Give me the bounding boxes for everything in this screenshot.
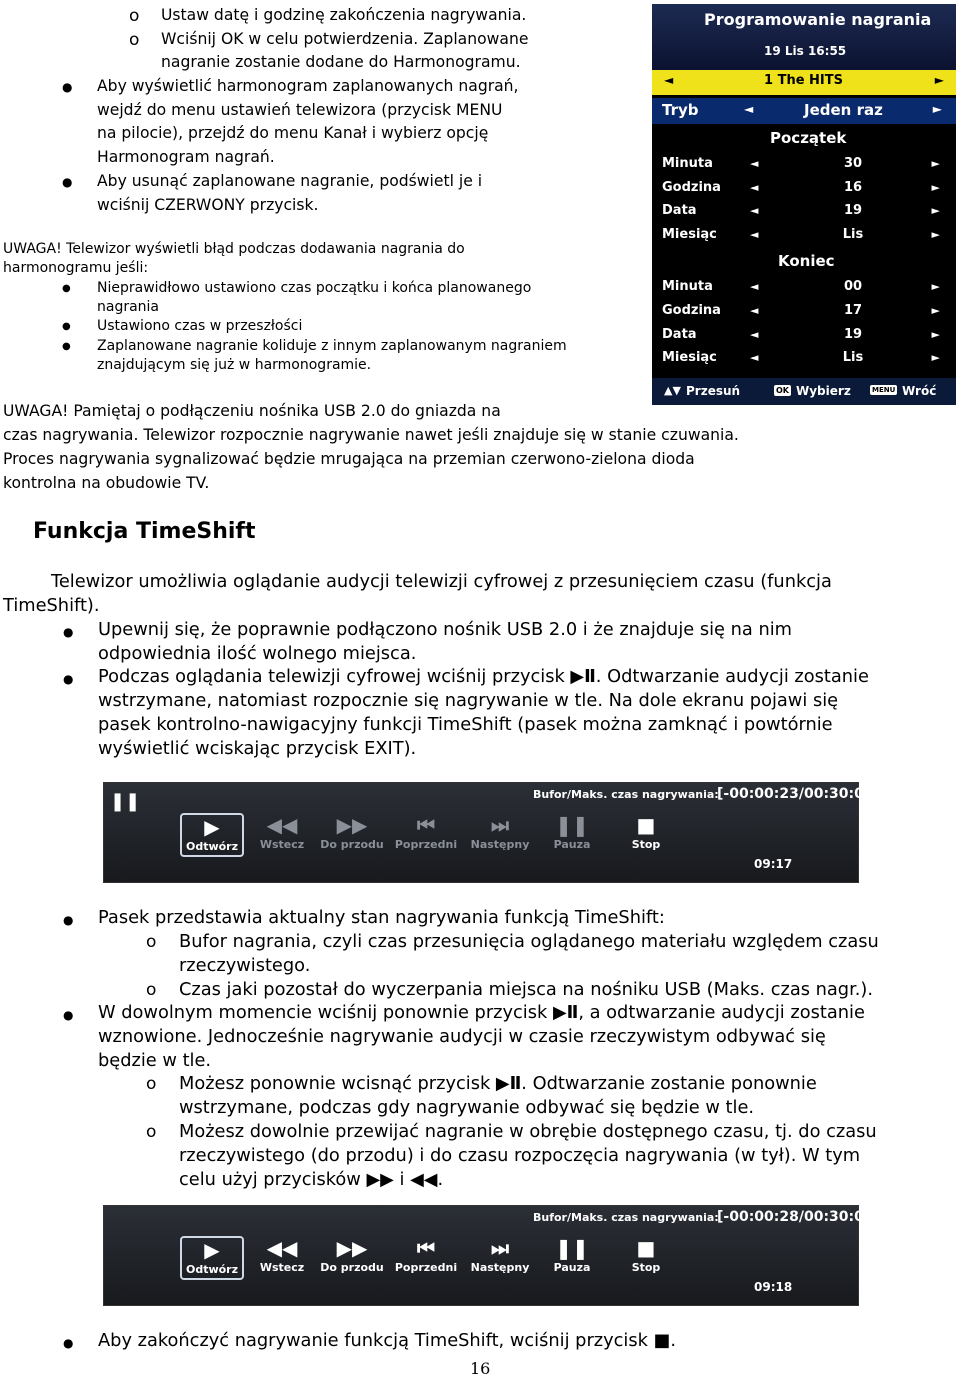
play-pause-icon: ▶Ⅱ xyxy=(495,1073,522,1094)
tryb-value[interactable]: Jeden raz xyxy=(804,101,883,119)
forward-icon: ▶▶ xyxy=(336,1236,368,1260)
bullet-line: W dowolnym momencie wciśnij ponownie przycisk ▶Ⅱ, a odtwarzanie audycji zostanie xyxy=(98,1002,865,1023)
play-pause-icon: ▶Ⅱ xyxy=(552,1002,579,1023)
bullet-dot: ● xyxy=(62,80,73,94)
pause-icon: ❚❚ xyxy=(555,1236,589,1260)
sub-line: celu użyj przycisków ▶▶ i ◀◀. xyxy=(179,1169,444,1190)
stop-button[interactable]: ■ Stop xyxy=(614,813,678,857)
ok-key-icon: OK xyxy=(776,386,789,395)
end-row-hour[interactable]: Godzina ◄ 17 ► xyxy=(662,303,940,318)
tryb-label: Tryb xyxy=(662,101,699,119)
sub-text: Możesz dowolnie przewijać nagranie w obrębie dostępnego czasu, tj. do czasu xyxy=(179,1121,877,1142)
bullet-text: Harmonogram nagrań. xyxy=(97,148,275,166)
sub-marker: o xyxy=(146,1122,157,1142)
sub-line: Możesz ponownie wcisnąć przycisk ▶Ⅱ. Odtwarzanie zostanie ponownie xyxy=(179,1073,817,1094)
forward-icon: ▶▶ xyxy=(336,813,368,837)
stop-icon: ■ xyxy=(653,1330,671,1351)
warning-item: nagrania xyxy=(97,299,160,315)
warning-item: znajdującym się już w harmonogramie. xyxy=(97,357,372,373)
page-number: 16 xyxy=(470,1359,491,1378)
bullet-text: wciśnij CZERWONY przycisk. xyxy=(97,196,319,214)
bullet-dot: ● xyxy=(62,175,73,189)
forward-button[interactable]: ▶▶ Do przodu xyxy=(320,1236,384,1274)
menu-title: Programowanie nagrania xyxy=(704,10,932,29)
start-row-hour[interactable]: Godzina ◄ 16 ► xyxy=(662,180,940,195)
intro-text: TimeShift). xyxy=(3,595,100,616)
start-row-month[interactable]: Miesiąc ◄ Lis ► xyxy=(662,227,940,242)
start-row-minute[interactable]: Minuta ◄ 30 ► xyxy=(662,156,940,171)
previous-button[interactable]: ⏮ Poprzedni xyxy=(394,813,458,851)
play-button[interactable]: ▶ Odtwórz xyxy=(180,813,244,857)
bullet-text: wznowione. Jednocześnie nagrywanie audycji w czasie rzeczywistym odbywać się xyxy=(98,1026,826,1047)
bullet-line: Podczas oglądania telewizji cyfrowej wciśnij przycisk ▶Ⅱ. Odtwarzanie audycji zostanie xyxy=(98,666,869,687)
sub-marker: o xyxy=(146,980,157,1000)
warning-text: UWAGA! Telewizor wyświetli błąd podczas dodawania nagrania do xyxy=(3,241,465,257)
next-button[interactable]: ⏭ Następny xyxy=(468,1236,532,1280)
bullet-dot: ● xyxy=(63,1336,74,1350)
pause-indicator-icon: ❚❚ xyxy=(110,791,141,812)
bullet-text: Upewnij się, że poprawnie podłączono nośnik USB 2.0 i że znajduje się na nim xyxy=(98,619,792,640)
bullet-line: Aby zakończyć nagrywanie funkcją TimeShift, wciśnij przycisk ■. xyxy=(98,1330,677,1351)
bullet-text: na pilocie), przejdź do menu Kanał i wybierz opcję xyxy=(97,124,489,142)
rewind-button[interactable]: ◀◀ Wstecz xyxy=(250,813,314,857)
sub-text: wstrzymane, podczas gdy nagrywanie odbywać się będzie w tle. xyxy=(179,1097,755,1118)
footer-back-label: Wróć xyxy=(902,384,937,398)
start-header: Początek xyxy=(770,129,847,147)
warning-item: Ustawiono czas w przeszłości xyxy=(97,318,303,334)
timeshift-bar xyxy=(103,782,881,883)
clock: 09:18 xyxy=(754,1280,793,1294)
warning-usb: kontrolna na obudowie TV. xyxy=(3,474,210,492)
stop-button[interactable]: ■ Stop xyxy=(614,1236,678,1280)
top-sub-text: nagranie zostanie dodane do Harmonogramu. xyxy=(161,53,521,71)
previous-icon: ⏮ xyxy=(417,1236,435,1260)
end-row-minute[interactable]: Minuta ◄ 00 ► xyxy=(662,279,940,294)
rewind-icon: ◀◀ xyxy=(266,1236,298,1260)
sub-marker: o xyxy=(129,30,140,50)
start-row-date[interactable]: Data ◄ 19 ► xyxy=(662,203,940,218)
play-pause-icon: ▶Ⅱ xyxy=(570,666,596,687)
fast-rewind-icon: ◀◀ xyxy=(410,1169,438,1190)
warning-usb: Proces nagrywania sygnalizować będzie mrugająca na przemian czerwono-zielona dioda xyxy=(3,450,695,468)
timeshift-bar xyxy=(103,1205,881,1306)
fast-forward-icon: ▶▶ xyxy=(366,1169,394,1190)
bullet-dot: ● xyxy=(63,1008,74,1022)
rewind-button[interactable]: ◀◀ Wstecz xyxy=(250,1236,314,1280)
end-row-date[interactable]: Data ◄ 19 ► xyxy=(662,327,940,342)
play-button[interactable]: ▶ Odtwórz xyxy=(180,1236,244,1280)
top-sub-text: Ustaw datę i godzinę zakończenia nagrywania. xyxy=(161,6,527,24)
warning-item: Zaplanowane nagranie koliduje z innym zaplanowanym nagraniem xyxy=(97,338,567,354)
next-icon: ⏭ xyxy=(491,1236,509,1260)
menu-channel: 1 The HITS xyxy=(764,73,843,88)
arrow-right-icon: ► xyxy=(932,102,942,116)
stop-icon: ■ xyxy=(636,813,656,837)
sub-text: rzeczywistego. xyxy=(179,955,311,976)
warning-usb: UWAGA! Pamiętaj o podłączeniu nośnika USB 2.0 do gniazda na xyxy=(3,402,501,420)
bullet-text: wyświetlić wciskając przycisk EXIT). xyxy=(98,738,417,759)
bullet-dot: ● xyxy=(62,283,71,294)
bullet-dot: ● xyxy=(63,672,74,686)
play-icon: ▶ xyxy=(204,815,220,839)
warning-item: Nieprawidłowo ustawiono czas początku i końca planowanego xyxy=(97,280,532,296)
bullet-text: Pasek przedstawia aktualny stan nagrywania funkcją TimeShift: xyxy=(98,907,665,928)
previous-button[interactable]: ⏮ Poprzedni xyxy=(394,1236,458,1274)
pause-icon: ❚❚ xyxy=(555,813,589,837)
footer-ok-label: Wybierz xyxy=(796,384,851,398)
sub-text: Czas jaki pozostał do wyczerpania miejsca na nośniku USB (Maks. czas nagr.). xyxy=(179,979,874,1000)
play-icon: ▶ xyxy=(204,1238,220,1262)
arrow-right-icon: ► xyxy=(934,73,944,87)
arrow-left-icon: ◄ xyxy=(664,73,674,87)
bullet-dot: ● xyxy=(62,341,71,352)
bullet-text: odpowiednia ilość wolnego miejsca. xyxy=(98,643,417,664)
forward-button[interactable]: ▶▶ Do przodu xyxy=(320,813,384,851)
top-sub-text: Wciśnij OK w celu potwierdzenia. Zaplanowane xyxy=(161,30,529,48)
footer-move-label: Przesuń xyxy=(686,384,741,398)
buffer-value: [-00:00:28/00:30:00] xyxy=(717,1209,881,1225)
menu-datetime: 19 Lis 16:55 xyxy=(764,44,847,58)
pause-button[interactable]: ❚❚ Pauza xyxy=(540,1236,604,1280)
bullet-dot: ● xyxy=(63,625,74,639)
arrow-up-down-icon: ▲▼ xyxy=(664,384,681,397)
pause-button[interactable]: ❚❚ Pauza xyxy=(540,813,604,857)
bullet-text: wejdź do menu ustawień telewizora (przycisk MENU xyxy=(97,101,503,119)
next-button[interactable]: ⏭ Następny xyxy=(468,813,532,857)
stop-icon: ■ xyxy=(636,1236,656,1260)
buffer-label: Bufor/Maks. czas nagrywania: xyxy=(533,788,719,801)
bullet-dot: ● xyxy=(63,913,74,927)
arrow-left-icon: ◄ xyxy=(744,102,754,116)
bullet-dot: ● xyxy=(62,321,71,332)
intro-text: Telewizor umożliwia oglądanie audycji telewizji cyfrowej z przesunięciem czasu (funkcja xyxy=(51,571,832,592)
sub-marker: o xyxy=(146,932,157,952)
buffer-value: [-00:00:23/00:30:00] xyxy=(717,786,881,802)
previous-icon: ⏮ xyxy=(417,813,435,837)
warning-usb: czas nagrywania. Telewizor rozpocznie nagrywanie nawet jeśli znajduje się w stanie czuwania. xyxy=(3,426,739,444)
end-header: Koniec xyxy=(778,252,835,270)
clock: 09:17 xyxy=(754,857,793,871)
bullet-text: pasek kontrolno-nawigacyjny funkcji TimeShift (pasek można zamknąć i powtórnie xyxy=(98,714,833,735)
buffer-label: Bufor/Maks. czas nagrywania: xyxy=(533,1211,719,1224)
sub-text: rzeczywistego (do przodu) i do czasu rozpoczęcia nagrywania (w tył). W tym xyxy=(179,1145,861,1166)
bullet-text: Aby usunąć zaplanowane nagranie, podświetl je i xyxy=(97,172,483,190)
bullet-text: będzie w tle. xyxy=(98,1050,212,1071)
rewind-icon: ◀◀ xyxy=(266,813,298,837)
sub-marker: o xyxy=(129,6,140,26)
bullet-text: Aby wyświetlić harmonogram zaplanowanych nagrań, xyxy=(97,77,519,95)
end-row-month[interactable]: Miesiąc ◄ Lis ► xyxy=(662,350,940,365)
next-icon: ⏭ xyxy=(491,813,509,837)
section-heading: Funkcja TimeShift xyxy=(33,519,256,544)
warning-text: harmonogramu jeśli: xyxy=(3,260,149,276)
recording-menu xyxy=(652,4,956,405)
bullet-text: wstrzymane, natomiast rozpocznie się nagrywanie w tle. Na dole ekranu pojawi się xyxy=(98,690,839,711)
menu-key-icon: MENU xyxy=(872,386,896,394)
sub-marker: o xyxy=(146,1074,157,1094)
sub-text: Bufor nagrania, czyli czas przesunięcia oglądanego materiału względem czasu xyxy=(179,931,879,952)
